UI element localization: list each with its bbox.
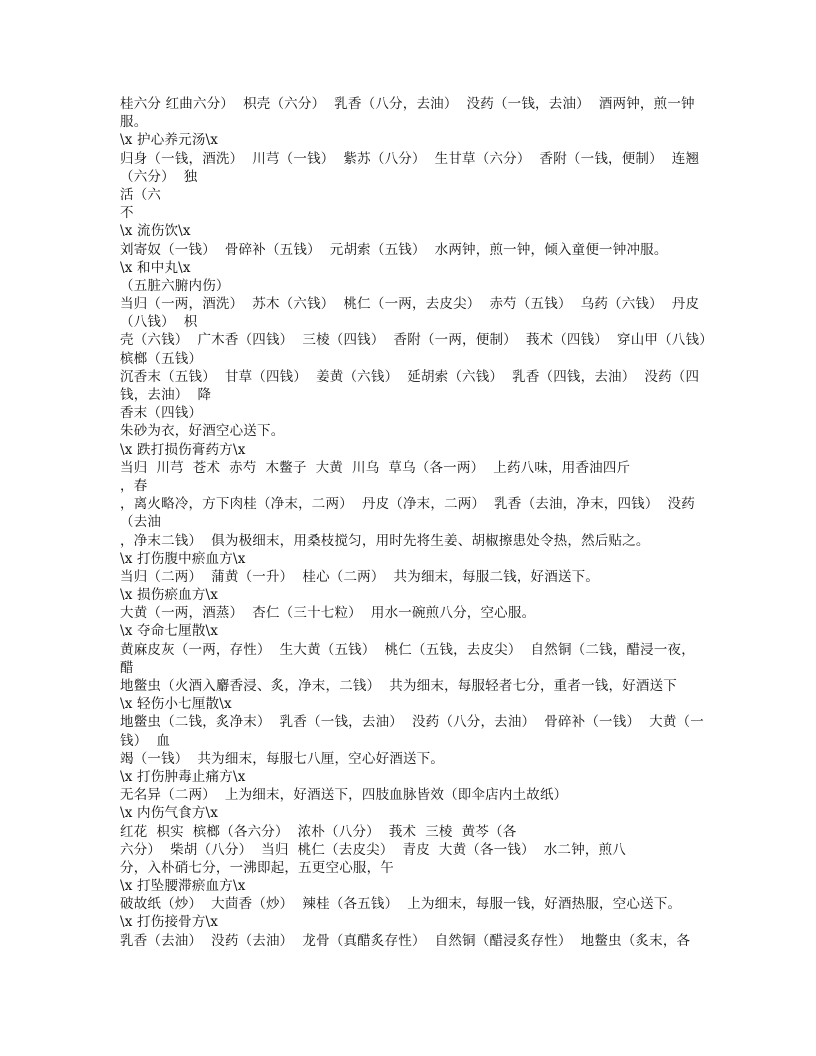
text-line: 无名异（二两） 上为细末，好酒送下，四肢血脉皆效（即伞店内土故纸） bbox=[120, 787, 568, 804]
section-heading: \x 夺命七厘散\x bbox=[120, 623, 219, 640]
section-heading: \x 打坠腰滞瘀血方\x bbox=[120, 878, 246, 895]
text-line: （去油 bbox=[120, 514, 162, 531]
text-line: 沉香末（五钱） 甘草（四钱） 姜黄（六钱） 延胡索（六钱） 乳香（四钱，去油） 没药（四 bbox=[120, 368, 700, 385]
text-line: 活（六 bbox=[120, 186, 162, 203]
text-line: 当归 川芎 苍术 赤芍 木鳖子 大黄 川乌 草乌（各一两） 上药八味，用香油四斤 bbox=[120, 459, 631, 476]
text-line: 香末（四钱） bbox=[120, 405, 203, 422]
text-line: 钱） 血 bbox=[120, 732, 171, 749]
text-line: （六分） 独 bbox=[120, 168, 198, 185]
text-line: 大黄（一两，酒蒸） 杏仁（三十七粒） 用水一碗煎八分，空心服。 bbox=[120, 605, 536, 622]
text-line: （五脏六腑内伤） bbox=[120, 277, 230, 294]
section-heading: \x 打伤肿毒止痛方\x bbox=[120, 768, 246, 785]
section-heading: \x 内伤气食方\x bbox=[120, 805, 219, 822]
section-heading: \x 轻伤小七厘散\x bbox=[120, 696, 232, 713]
section-heading: \x 打伤腹中瘀血方\x bbox=[120, 550, 246, 567]
text-line: 朱砂为衣，好酒空心送下。 bbox=[120, 423, 285, 440]
text-line: 钱，去油） 降 bbox=[120, 387, 212, 403]
text-line: ，离火略冷，方下肉桂（净末，二两） 丹皮（净末，二两） 乳香（去油，净末，四钱） 没药 bbox=[120, 496, 695, 513]
text-line: （八钱） 枳 bbox=[120, 314, 198, 331]
section-heading: \x 护心养元汤\x bbox=[120, 132, 219, 149]
text-line: ，春 bbox=[120, 477, 148, 494]
document-page bbox=[120, 95, 720, 950]
text-line: 不 bbox=[120, 205, 134, 222]
text-line: 刘寄奴（一钱） 骨碎补（五钱） 元胡索（五钱） 水两钟，煎一钟，倾入童便一钟冲服。 bbox=[120, 241, 668, 258]
text-line: ，净末二钱） 俱为极细末，用桑枝搅匀，用时先将生姜、胡椒擦患处令热，然后贴之。 bbox=[120, 532, 650, 549]
section-heading: \x 打伤接骨方\x bbox=[120, 914, 219, 931]
text-line: 六分） 柴胡（八分） 当归 桃仁（去皮尖） 青皮 大黄（各一钱） 水二钟，煎八 bbox=[120, 841, 626, 858]
text-line: 竭（一钱） 共为细末，每服七八厘，空心好酒送下。 bbox=[120, 750, 445, 767]
text-line: 服。 bbox=[120, 114, 148, 131]
text-line: 分，入朴硝七分，一沸即起，五更空心服，午 bbox=[120, 859, 394, 876]
section-heading: \x 跌打损伤膏药方\x bbox=[120, 441, 246, 458]
section-heading: \x 损伤瘀血方\x bbox=[120, 587, 219, 604]
text-line: 破故纸（炒） 大茴香（炒） 辣桂（各五钱） 上为细末，每服一钱，好酒热服，空心送下。 bbox=[120, 896, 682, 913]
text-line: 当归（一两，酒洗） 苏木（六钱） 桃仁（一两，去皮尖） 赤芍（五钱） 乌药（六钱） 丹皮 bbox=[120, 296, 700, 313]
text-line: 地鳖虫（二钱，炙净末） 乳香（一钱，去油） 没药（八分，去油） 骨碎补（一钱） 大黄（一 bbox=[120, 714, 704, 731]
text-line: 当归（二两） 蒲黄（一升） 桂心（二两） 共为细末，每服二钱，好酒送下。 bbox=[120, 568, 600, 585]
text-line: 桂六分 红曲六分） 枳壳（六分） 乳香（八分，去油） 没药（一钱，去油） 酒两钟，煎一钟 bbox=[120, 96, 695, 112]
text-line: 槟榔（五钱） bbox=[120, 350, 203, 367]
text-line: 红花 枳实 槟榔（各六分） 浓朴（八分） 莪术 三棱 黄芩（各 bbox=[120, 823, 517, 840]
text-line: 地鳖虫（火酒入麝香浸、炙，净末，二钱） 共为细末，每服轻者七分，重者一钱，好酒送下 bbox=[120, 678, 677, 694]
text-line: 黄麻皮灰（一两，存性） 生大黄（五钱） 桃仁（五钱，去皮尖） 自然铜（二钱，醋浸一夜， bbox=[120, 641, 695, 658]
text-line: 归身（一钱，酒洗） 川芎（一钱） 紫苏（八分） 生甘草（六分） 香附（一钱，便制） 连翘 bbox=[120, 150, 700, 167]
section-heading: \x 流伤饮\x bbox=[120, 223, 191, 240]
text-line: 乳香（去油） 没药（去油） 龙骨（真醋炙存性） 自然铜（醋浸炙存性） 地鳖虫（炙末，各 bbox=[120, 932, 691, 949]
text-line: 壳（六钱） 广木香（四钱） 三棱（四钱） 香附（一两，便制） 莪术（四钱） 穿山甲（八钱） bbox=[120, 332, 713, 349]
section-heading: \x 和中丸\x bbox=[120, 259, 191, 276]
text-line: 醋 bbox=[120, 659, 134, 676]
